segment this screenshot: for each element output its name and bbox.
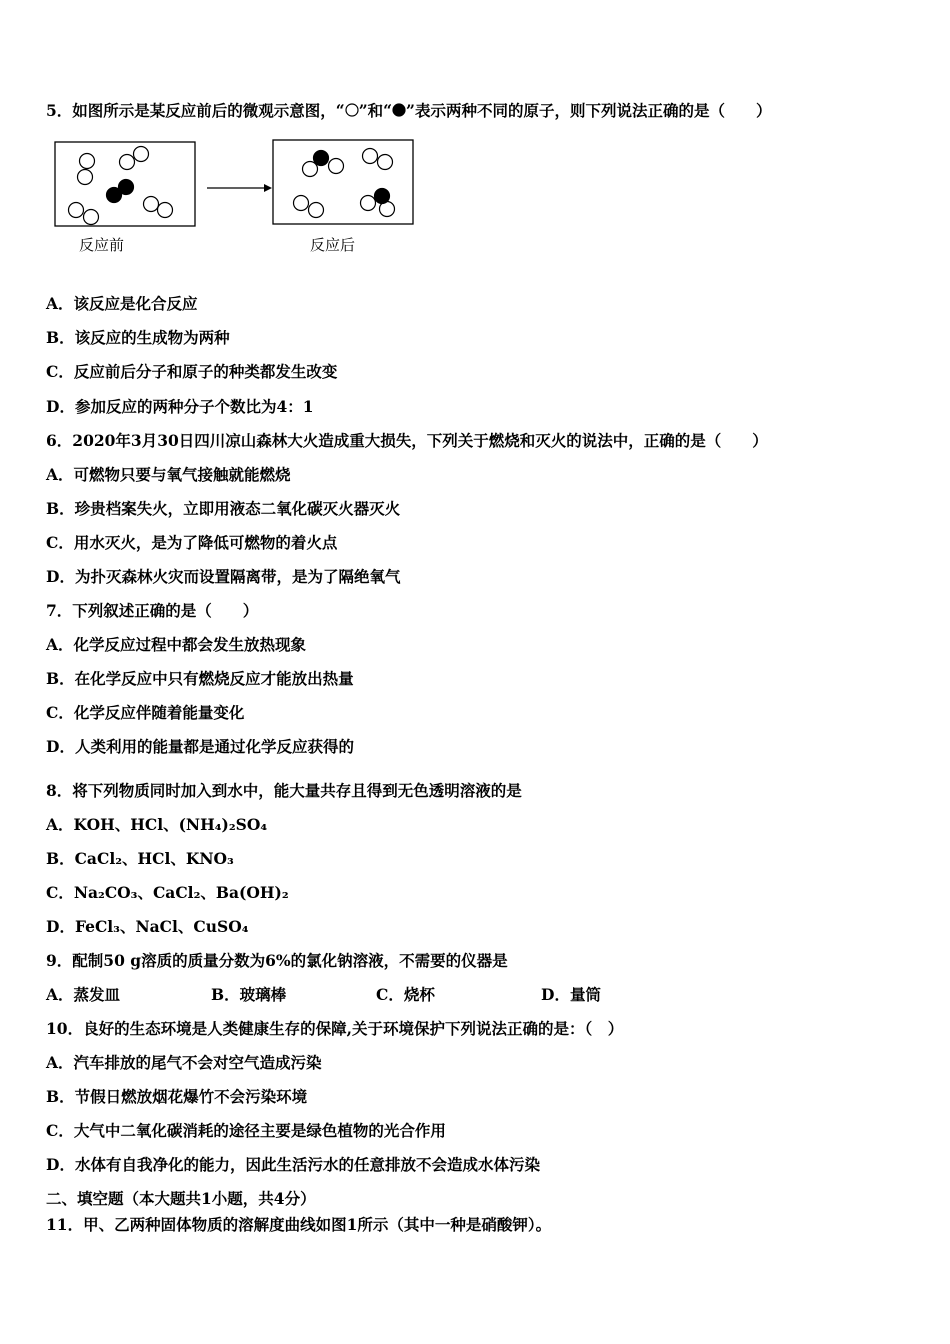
q8-option-d: D．FeCl₃、NaCl、CuSO₄	[46, 917, 249, 936]
q9-option-a: A．蒸发皿	[46, 985, 121, 1004]
q6-option-c: C．用水灭火，是为了降低可燃物的着火点	[46, 533, 338, 552]
black-atom-icon	[375, 189, 390, 204]
q6-option-b: B．珍贵档案失火，立即用液态二氧化碳灭火器灭火	[46, 499, 401, 518]
q8-option-c: C．Na₂CO₃、CaCl₂、Ba(OH)₂	[46, 883, 289, 902]
white-atom-icon	[303, 162, 318, 177]
white-atom-icon	[84, 210, 99, 225]
q7-stem: 7．下列叙述正确的是（ ）	[46, 601, 259, 620]
q6-option-a: A．可燃物只要与氧气接触就能燃烧	[46, 465, 291, 484]
q5-stem	[46, 101, 771, 121]
arrow-head-icon	[264, 184, 272, 192]
white-atom-icon	[378, 155, 393, 170]
q5-stem-post: ”表示两种不同的原子，则下列说法正确的是（ ）	[406, 101, 772, 120]
white-atom-icon	[120, 155, 135, 170]
q6-stem: 6．2020年3月30日四川凉山森林大火造成重大损失，下列关于燃烧和灭火的说法中，正确的是（ ）	[46, 431, 768, 450]
q5-option-d: D．参加反应的两种分子个数比为4：1	[46, 397, 314, 416]
black-atom-icon	[314, 151, 329, 166]
black-atom-icon	[119, 180, 134, 195]
q5-option-a: A．该反应是化合反应	[46, 294, 198, 313]
q10-option-a: A．汽车排放的尾气不会对空气造成污染	[46, 1053, 322, 1072]
q8-stem: 8．将下列物质同时加入到水中，能大量共存且得到无色透明溶液的是	[46, 781, 522, 800]
q8-option-b: B．CaCl₂、HCl、KNO₃	[46, 849, 234, 868]
q9-option-d: D．量筒	[541, 985, 601, 1004]
fig-after-label: 反应后	[310, 236, 356, 254]
white-atom-icon	[158, 203, 173, 218]
q11-stem: 11．甲、乙两种固体物质的溶解度曲线如图1所示（其中一种是硝酸钾）。	[46, 1215, 552, 1234]
q5-option-c: C．反应前后分子和原子的种类都发生改变	[46, 362, 338, 381]
white-atom-icon	[294, 196, 309, 211]
q8-option-a: A．KOH、HCl、(NH₄)₂SO₄	[46, 815, 268, 834]
q7-option-a: A．化学反应过程中都会发生放热现象	[46, 635, 307, 654]
fig-before-label: 反应前	[79, 236, 125, 254]
q9-option-b: B．玻璃棒	[211, 985, 287, 1004]
white-atom-icon	[345, 103, 359, 117]
q7-option-c: C．化学反应伴随着能量变化	[46, 703, 245, 722]
white-atom-icon	[80, 154, 95, 169]
q9-option-c: C．烧杯	[376, 985, 435, 1004]
white-atom-icon	[78, 170, 93, 185]
q7-option-d: D．人类利用的能量都是通过化学反应获得的	[46, 737, 354, 756]
q6-option-d: D．为扑灭森林火灾而设置隔离带，是为了隔绝氧气	[46, 567, 401, 586]
white-atom-icon	[69, 203, 84, 218]
q10-option-c: C．大气中二氧化碳消耗的途径主要是绿色植物的光合作用	[46, 1121, 446, 1140]
q5-option-b: B．该反应的生成物为两种	[46, 328, 230, 347]
white-atom-icon	[363, 149, 378, 164]
q9-stem: 9．配制50 g溶质的质量分数为6%的氯化钠溶液，不需要的仪器是	[46, 951, 508, 970]
q5-stem-pre: 5．如图所示是某反应前后的微观示意图，“	[46, 101, 345, 120]
q10-option-d: D．水体有自我净化的能力，因此生活污水的任意排放不会造成水体污染	[46, 1155, 540, 1174]
white-atom-icon	[134, 147, 149, 162]
q7-option-b: B．在化学反应中只有燃烧反应才能放出热量	[46, 669, 354, 688]
white-atom-icon	[309, 203, 324, 218]
white-atom-icon	[144, 197, 159, 212]
reaction-diagram	[50, 135, 420, 235]
white-atom-icon	[361, 196, 376, 211]
q10-option-b: B．节假日燃放烟花爆竹不会污染环境	[46, 1087, 308, 1106]
black-atom-icon	[392, 103, 406, 117]
section2-title: 二、填空题（本大题共1小题，共4分）	[46, 1189, 316, 1208]
white-atom-icon	[329, 159, 344, 174]
q10-stem: 10．良好的生态环境是人类健康生存的保障,关于环境保护下列说法正确的是：（ ）	[46, 1019, 624, 1038]
q5-stem-mid: ”和“	[358, 101, 393, 120]
